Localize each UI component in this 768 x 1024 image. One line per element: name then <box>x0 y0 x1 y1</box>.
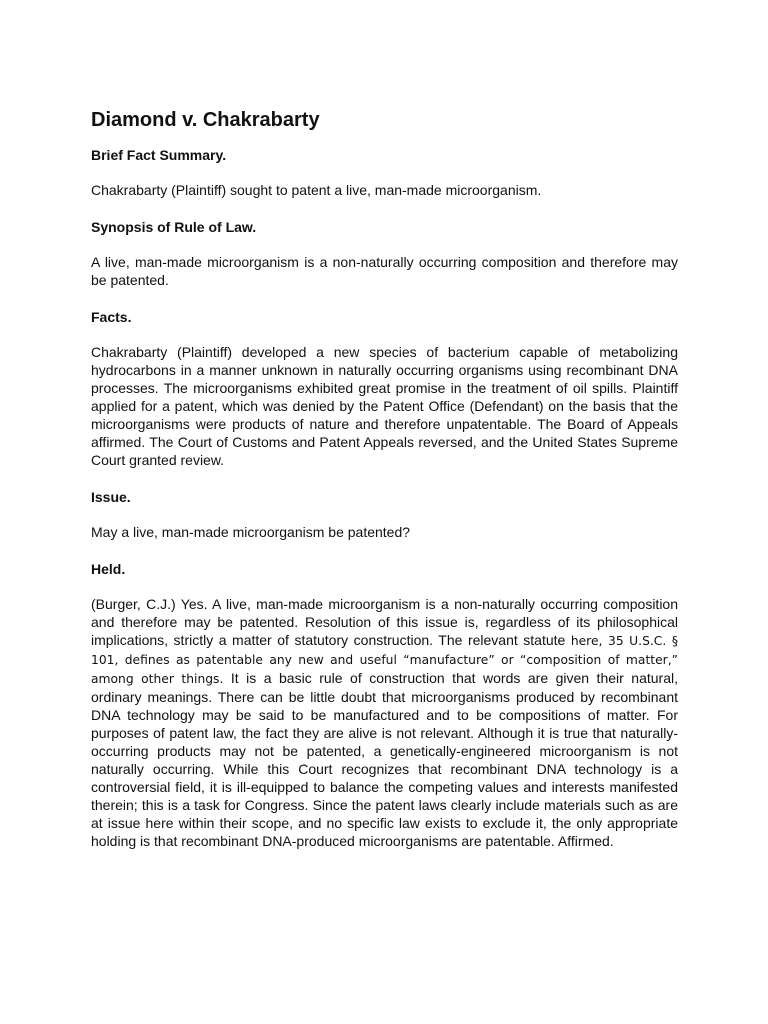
document-title: Diamond v. Chakrabarty <box>91 109 320 131</box>
synopsis-heading: Synopsis of Rule of Law. <box>91 219 257 235</box>
document-body <box>91 108 678 869</box>
held-heading: Held. <box>91 561 126 577</box>
issue-text: May a live, man-made microorganism be patented? <box>91 524 411 540</box>
issue-heading: Issue. <box>91 489 131 505</box>
brief-fact-summary-text: Chakrabarty (Plaintiff) sought to patent a live, man-made microorganism. <box>91 182 542 198</box>
held-text-part3: It is a basic rule of construction that words are given their natural, ordinary meanings. There can be little doubt that microorganisms produced by recombinant DNA technology may be said to be manufactured and to be compositions of matter. For purposes of patent law, the fact they are alive is not relevant. Although it is true that naturally-occurring products may not be patented, a genetically-engineered microorganism is not naturally occurring. While this Court recognizes that recombinant DNA technology is a controversial field, it is ill-equipped to balance the competing values and interests manifested therein; this is a task for Congress. Since the patent laws clearly include materials such as are at issue here within their scope, and no specific law exists to exclude it, the only appropriate holding is that recombinant DNA-produced microorganisms are patentable. Affirmed. <box>91 670 678 849</box>
held-statute-quote: here, 35 U.S.C. § 101, defines as patentable any new and useful “manufacture” or “composition of matter,” among other things. <box>91 634 678 686</box>
brief-fact-summary-heading: Brief Fact Summary. <box>91 147 227 163</box>
synopsis-text: A live, man-made microorganism is a non-naturally occurring composition and therefore may be patented. <box>91 254 678 288</box>
facts-text: Chakrabarty (Plaintiff) developed a new species of bacterium capable of metabolizing hydrocarbons in a manner unknown in naturally occurring organisms using recombinant DNA processes. The microorganisms exhibited great promise in the treatment of oil spills. Plaintiff applied for a patent, which was denied by the Patent Office (Defendant) on the basis that the microorganisms were products of nature and therefore unpatentable. The Board of Appeals affirmed. The Court of Customs and Patent Appeals reversed, and the United States Supreme Court granted review. <box>91 344 678 468</box>
facts-heading: Facts. <box>91 309 132 325</box>
held-text <box>91 595 678 850</box>
held-text-part1: (Burger, C.J.) Yes. A live, man-made microorganism is a non-naturally occurring composition and therefore may be patented. Resolution of this issue is, regardless of its philosophical implications, strictly a matter of statutory construction. The relevant statute <box>91 596 678 648</box>
